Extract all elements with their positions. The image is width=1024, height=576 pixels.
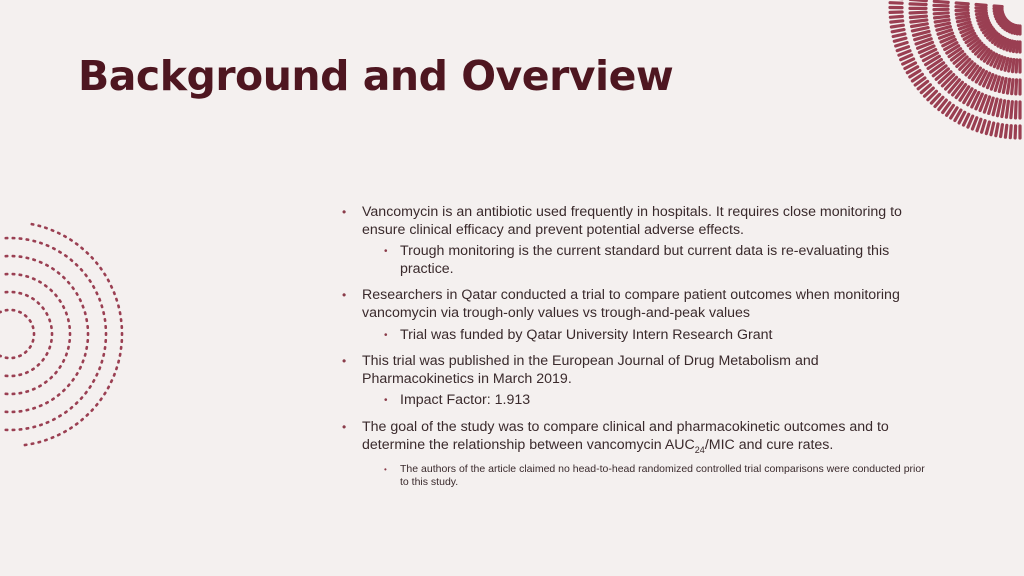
bullet-text: This trial was published in the European Journal of Drug Metabolism and Pharmacokinetics in March 2019.	[362, 353, 819, 387]
bullet-text: Researchers in Qatar conducted a trial to compare patient outcomes when monitoring vancomycin via trough-only values vs trough-and-peak values	[362, 287, 900, 321]
sub-bullet-funding: • Trial was funded by Qatar University Intern Research Grant	[384, 327, 932, 345]
bullet-item-vancomycin-intro	[340, 204, 932, 278]
sub-bullet-impact-factor: • Impact Factor: 1.913	[384, 392, 932, 410]
bullet-text: The goal of the study was to compare clinical and pharmacokinetic outcomes and to determine the relationship between vancomycin $AUC_{24}$/MIC and cure rates.	[362, 418, 889, 455]
slide-title: Background and Overview	[78, 52, 674, 100]
bullet-list-content	[340, 204, 932, 498]
bullet-text: Vancomycin is an antibiotic used frequently in hospitals. It requires close monitoring to ensure clinical efficacy and prevent potential adverse effects.	[362, 204, 902, 238]
bullet-item-qatar-trial	[340, 287, 932, 344]
decorative-dotted-circles-left	[0, 222, 130, 447]
bullet-list	[340, 204, 932, 489]
sub-bullet-trough-monitoring: • Trough monitoring is the current standard but current data is re-evaluating this practice.	[384, 243, 932, 278]
bullet-item-study-goal	[340, 419, 932, 489]
auc-subscript: 24	[694, 444, 705, 455]
sub-bullet-no-prior-rct: • The authors of the article claimed no head-to-head randomized controlled trial comparisons were conducted prior to this study.	[384, 463, 932, 489]
decorative-burst-top-right	[880, 0, 1024, 140]
bullet-item-publication	[340, 353, 932, 410]
